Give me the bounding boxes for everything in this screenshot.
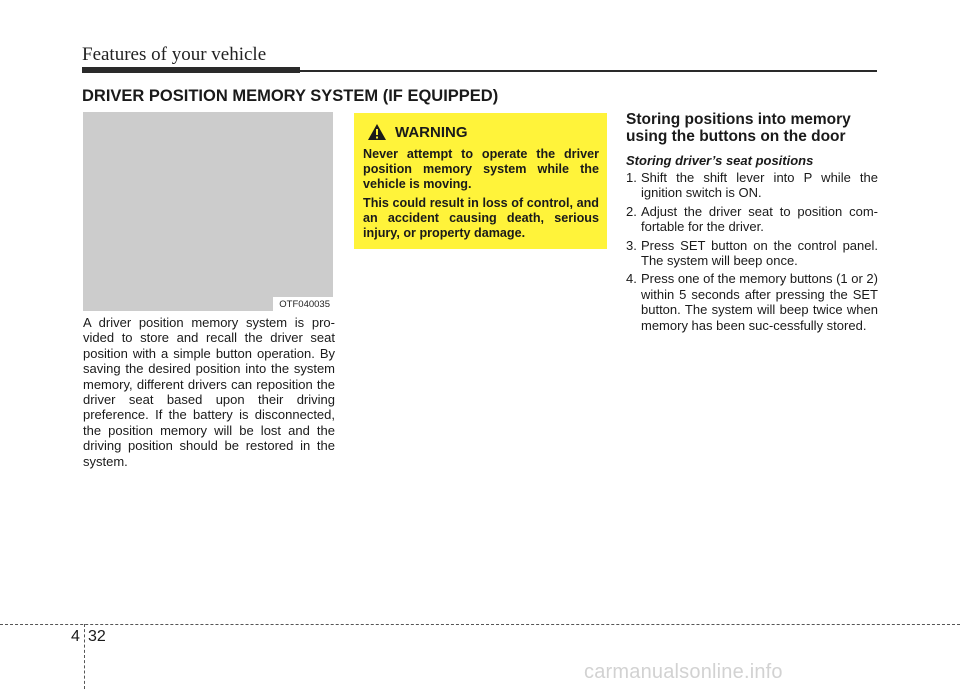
step-text: Shift the shift lever into P while the ignition switch is ON. xyxy=(641,170,878,201)
step-number: 2. xyxy=(626,203,637,219)
warning-header xyxy=(367,123,599,141)
intro-paragraph: A driver position memory system is pro-vided to store and recall the driver seat position with a simple button operation. By saving the desired position into the system memory, different drivers can reposition the driver seat based upon their driving preference. If the battery is disconnected, the position memory will be lost and the driving position should be restored in the system. xyxy=(83,315,335,469)
figure-image xyxy=(83,112,333,311)
steps-list xyxy=(626,170,878,333)
step-item xyxy=(626,170,878,201)
step-text: Press SET button on the control panel. The system will beep once. xyxy=(641,237,878,269)
step-item xyxy=(626,271,878,333)
header-rule-thin xyxy=(300,70,877,72)
warning-label: WARNING xyxy=(395,123,468,141)
storing-subheading: Storing driver’s seat positions xyxy=(626,153,814,168)
step-number: 3. xyxy=(626,237,637,253)
step-item xyxy=(626,204,878,235)
section-title: DRIVER POSITION MEMORY SYSTEM (IF EQUIPPED) xyxy=(82,87,499,105)
warning-box xyxy=(354,113,607,249)
page-header-title: Features of your vehicle xyxy=(82,44,267,65)
header-rule-thick xyxy=(82,67,300,73)
footer-rule xyxy=(0,624,960,625)
step-number: 1. xyxy=(626,170,637,185)
warning-text-2: This could result in loss of control, and an accident causing death, serious injury, or property damage. xyxy=(363,196,599,240)
right-column xyxy=(626,112,878,336)
warning-text-1: Never attempt to operate the driver position memory system while the vehicle is moving. xyxy=(363,147,599,191)
step-number: 4. xyxy=(626,271,637,287)
step-item xyxy=(626,238,878,269)
step-text: Press one of the memory buttons (1 or 2) within 5 seconds after pressing the SET button. The system will beep twice when memory has been suc-cessfully stored. xyxy=(641,271,878,333)
figure-code: OTF040035 xyxy=(273,297,333,311)
chapter-number: 4 xyxy=(71,628,80,645)
footer-divider xyxy=(84,624,85,689)
page-number: 32 xyxy=(88,628,106,645)
watermark-text: carmanualsonline.info xyxy=(584,661,783,683)
storing-heading: Storing positions into memory using the buttons on the door xyxy=(626,111,851,145)
warning-triangle-icon xyxy=(367,123,387,141)
step-text: Adjust the driver seat to position com-fortable for the driver. xyxy=(641,203,878,235)
